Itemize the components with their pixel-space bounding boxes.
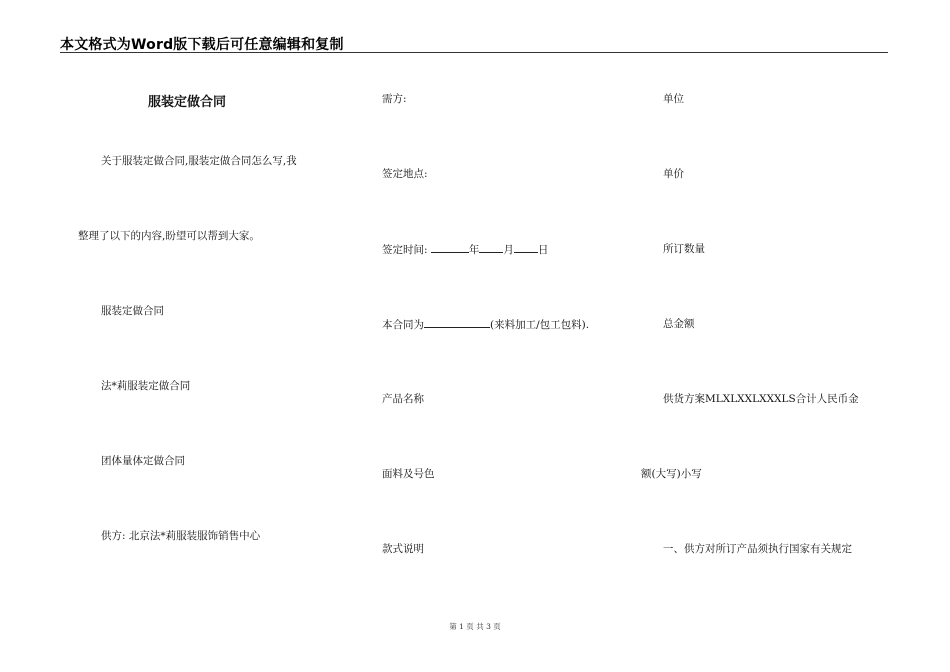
supply-plan-line: 供货方案MLXLXXLXXXLS合计人民币金 bbox=[663, 393, 859, 405]
year-blank bbox=[431, 242, 469, 253]
document-title: 服装定做合同 bbox=[148, 95, 227, 110]
header-banner: 本文格式为Word版下载后可任意编辑和复制 bbox=[60, 37, 344, 53]
page-footer: 第 1 页 共 3 页 bbox=[449, 622, 501, 631]
clause-one-line: 一、供方对所订产品须执行国家有关规定 bbox=[663, 543, 852, 555]
day-label: 日 bbox=[537, 244, 549, 256]
unit-price-label: 单价 bbox=[663, 168, 684, 180]
month-blank bbox=[479, 242, 503, 253]
sign-place-label: 签定地点: bbox=[382, 168, 428, 180]
header-divider bbox=[60, 52, 888, 53]
month-label: 月 bbox=[503, 244, 514, 256]
product-name-label: 产品名称 bbox=[382, 393, 424, 405]
supplier-line: 供方: 北京法*莉服装服饰销售中心 bbox=[101, 530, 261, 542]
list-item-fali-contract: 法*莉服装定做合同 bbox=[101, 380, 191, 392]
contract-label: 本合同为 bbox=[382, 319, 424, 331]
contract-type-blank bbox=[424, 317, 490, 328]
amount-words-line: 额(大写)小写 bbox=[641, 468, 702, 480]
day-blank bbox=[514, 242, 538, 253]
total-amount-label: 总金额 bbox=[663, 318, 695, 330]
style-desc-label: 款式说明 bbox=[382, 543, 424, 555]
sign-time-label: 签定时间: bbox=[382, 244, 428, 256]
quantity-label: 所订数量 bbox=[663, 243, 705, 255]
list-item-contract: 服装定做合同 bbox=[101, 305, 164, 317]
sign-time-line bbox=[382, 242, 548, 257]
year-label: 年 bbox=[468, 244, 480, 256]
unit-label: 单位 bbox=[663, 93, 684, 105]
intro-line-2: 整理了以下的内容,盼望可以帮到大家。 bbox=[78, 230, 260, 242]
fabric-color-label: 面料及号色 bbox=[382, 468, 435, 480]
list-item-group-contract: 团体量体定做合同 bbox=[101, 455, 185, 467]
buyer-label: 需方: bbox=[382, 93, 407, 105]
intro-line-1: 关于服装定做合同,服装定做合同怎么写,我 bbox=[101, 155, 297, 167]
contract-note: (来料加工/包工包料). bbox=[490, 319, 590, 331]
contract-type-line bbox=[382, 317, 589, 332]
